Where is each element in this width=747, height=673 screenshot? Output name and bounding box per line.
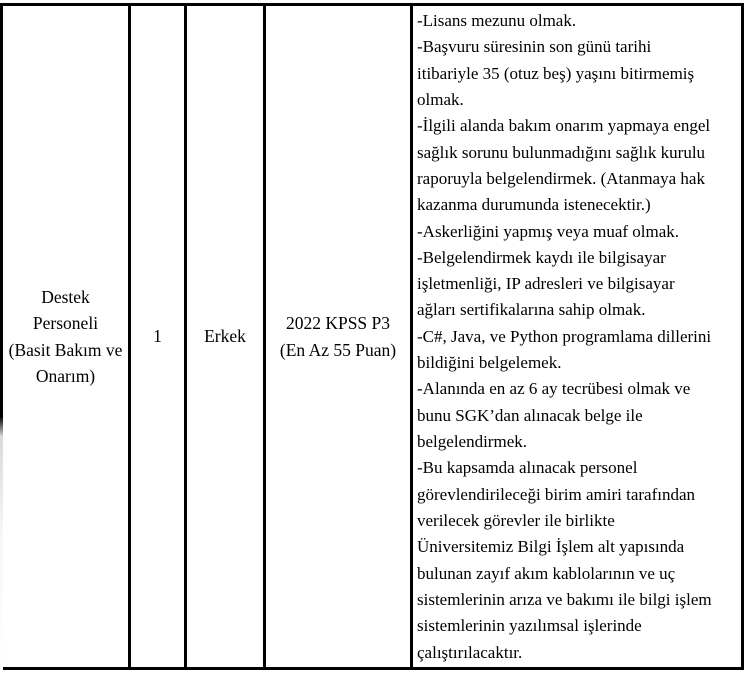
text-line: Üniversitemiz Bilgi İşlem alt yapısında bbox=[417, 537, 685, 557]
text-line: (Basit Bakım ve bbox=[8, 339, 123, 360]
text-line: -Lisans mezunu olmak. bbox=[417, 11, 577, 30]
text-line: -İlgili alanda bakım onarım yapmaya engel bbox=[417, 116, 711, 136]
text-line: Destek bbox=[41, 286, 90, 307]
exam-score-requirement bbox=[280, 310, 396, 363]
text-line: bulunan zayıf akım kablolarının ve uç bbox=[417, 563, 676, 583]
text-line: (En Az 55 Puan) bbox=[279, 339, 397, 360]
text-line: itibariyle 35 (otuz beş) yaşını bitirmemiş bbox=[417, 63, 695, 83]
text-line: -Belgelendirmek kaydı ile bilgisayar bbox=[417, 247, 666, 267]
text-line: sistemlerinin yazılımsal işlerinde bbox=[417, 616, 642, 636]
text-line: -C#, Java, ve Python programlama dillerini bbox=[417, 326, 712, 346]
cell-requirements bbox=[413, 6, 741, 667]
position-title bbox=[9, 284, 123, 389]
requirements-text bbox=[413, 6, 741, 666]
text-line: ağları sertifikalarına sahip olmak. bbox=[417, 300, 646, 320]
text-line: işletmenliği, IP adresleri ve bilgisayar bbox=[417, 274, 675, 294]
gender-value: Erkek bbox=[204, 326, 246, 347]
text-line: bildiğini belgelemek. bbox=[417, 353, 562, 373]
text-line: çalıştırılacaktır. bbox=[417, 642, 523, 662]
text-line: -Alanında en az 6 ay tecrübesi olmak ve bbox=[417, 379, 691, 399]
text-line: Onarım) bbox=[35, 365, 96, 386]
cell-quota bbox=[131, 6, 187, 667]
cell-exam-score bbox=[266, 6, 413, 667]
cell-position-title bbox=[3, 6, 131, 667]
text-line: 2022 KPSS P3 bbox=[285, 313, 391, 334]
text-line: olmak. bbox=[417, 89, 464, 109]
table-row bbox=[3, 3, 744, 670]
cell-gender bbox=[187, 6, 266, 667]
quota-value: 1 bbox=[153, 326, 162, 347]
text-line: -Bu kapsamda alınacak personel bbox=[417, 458, 638, 478]
text-line: Personeli bbox=[32, 313, 99, 334]
text-line: görevlendirileceği birim amiri tarafından bbox=[417, 484, 696, 504]
text-line: verilecek görevler ile birlikte bbox=[417, 510, 615, 530]
text-line: -Başvuru süresinin son günü tarihi bbox=[417, 37, 652, 57]
text-line: kazanma durumunda istenecektir.) bbox=[417, 195, 651, 215]
text-line: raporuyla belgelendirmek. (Atanmaya hak bbox=[417, 168, 705, 188]
text-line: sağlık sorunu bulunmadığını sağlık kurulu bbox=[417, 142, 706, 162]
text-line: belgelendirmek. bbox=[417, 432, 527, 451]
text-line: -Askerliğini yapmış veya muaf olmak. bbox=[417, 221, 680, 241]
text-line: bunu SGK’dan alınacak belge ile bbox=[417, 405, 643, 425]
text-line: sistemlerinin arıza ve bakımı ile bilgi işlem bbox=[417, 589, 712, 609]
